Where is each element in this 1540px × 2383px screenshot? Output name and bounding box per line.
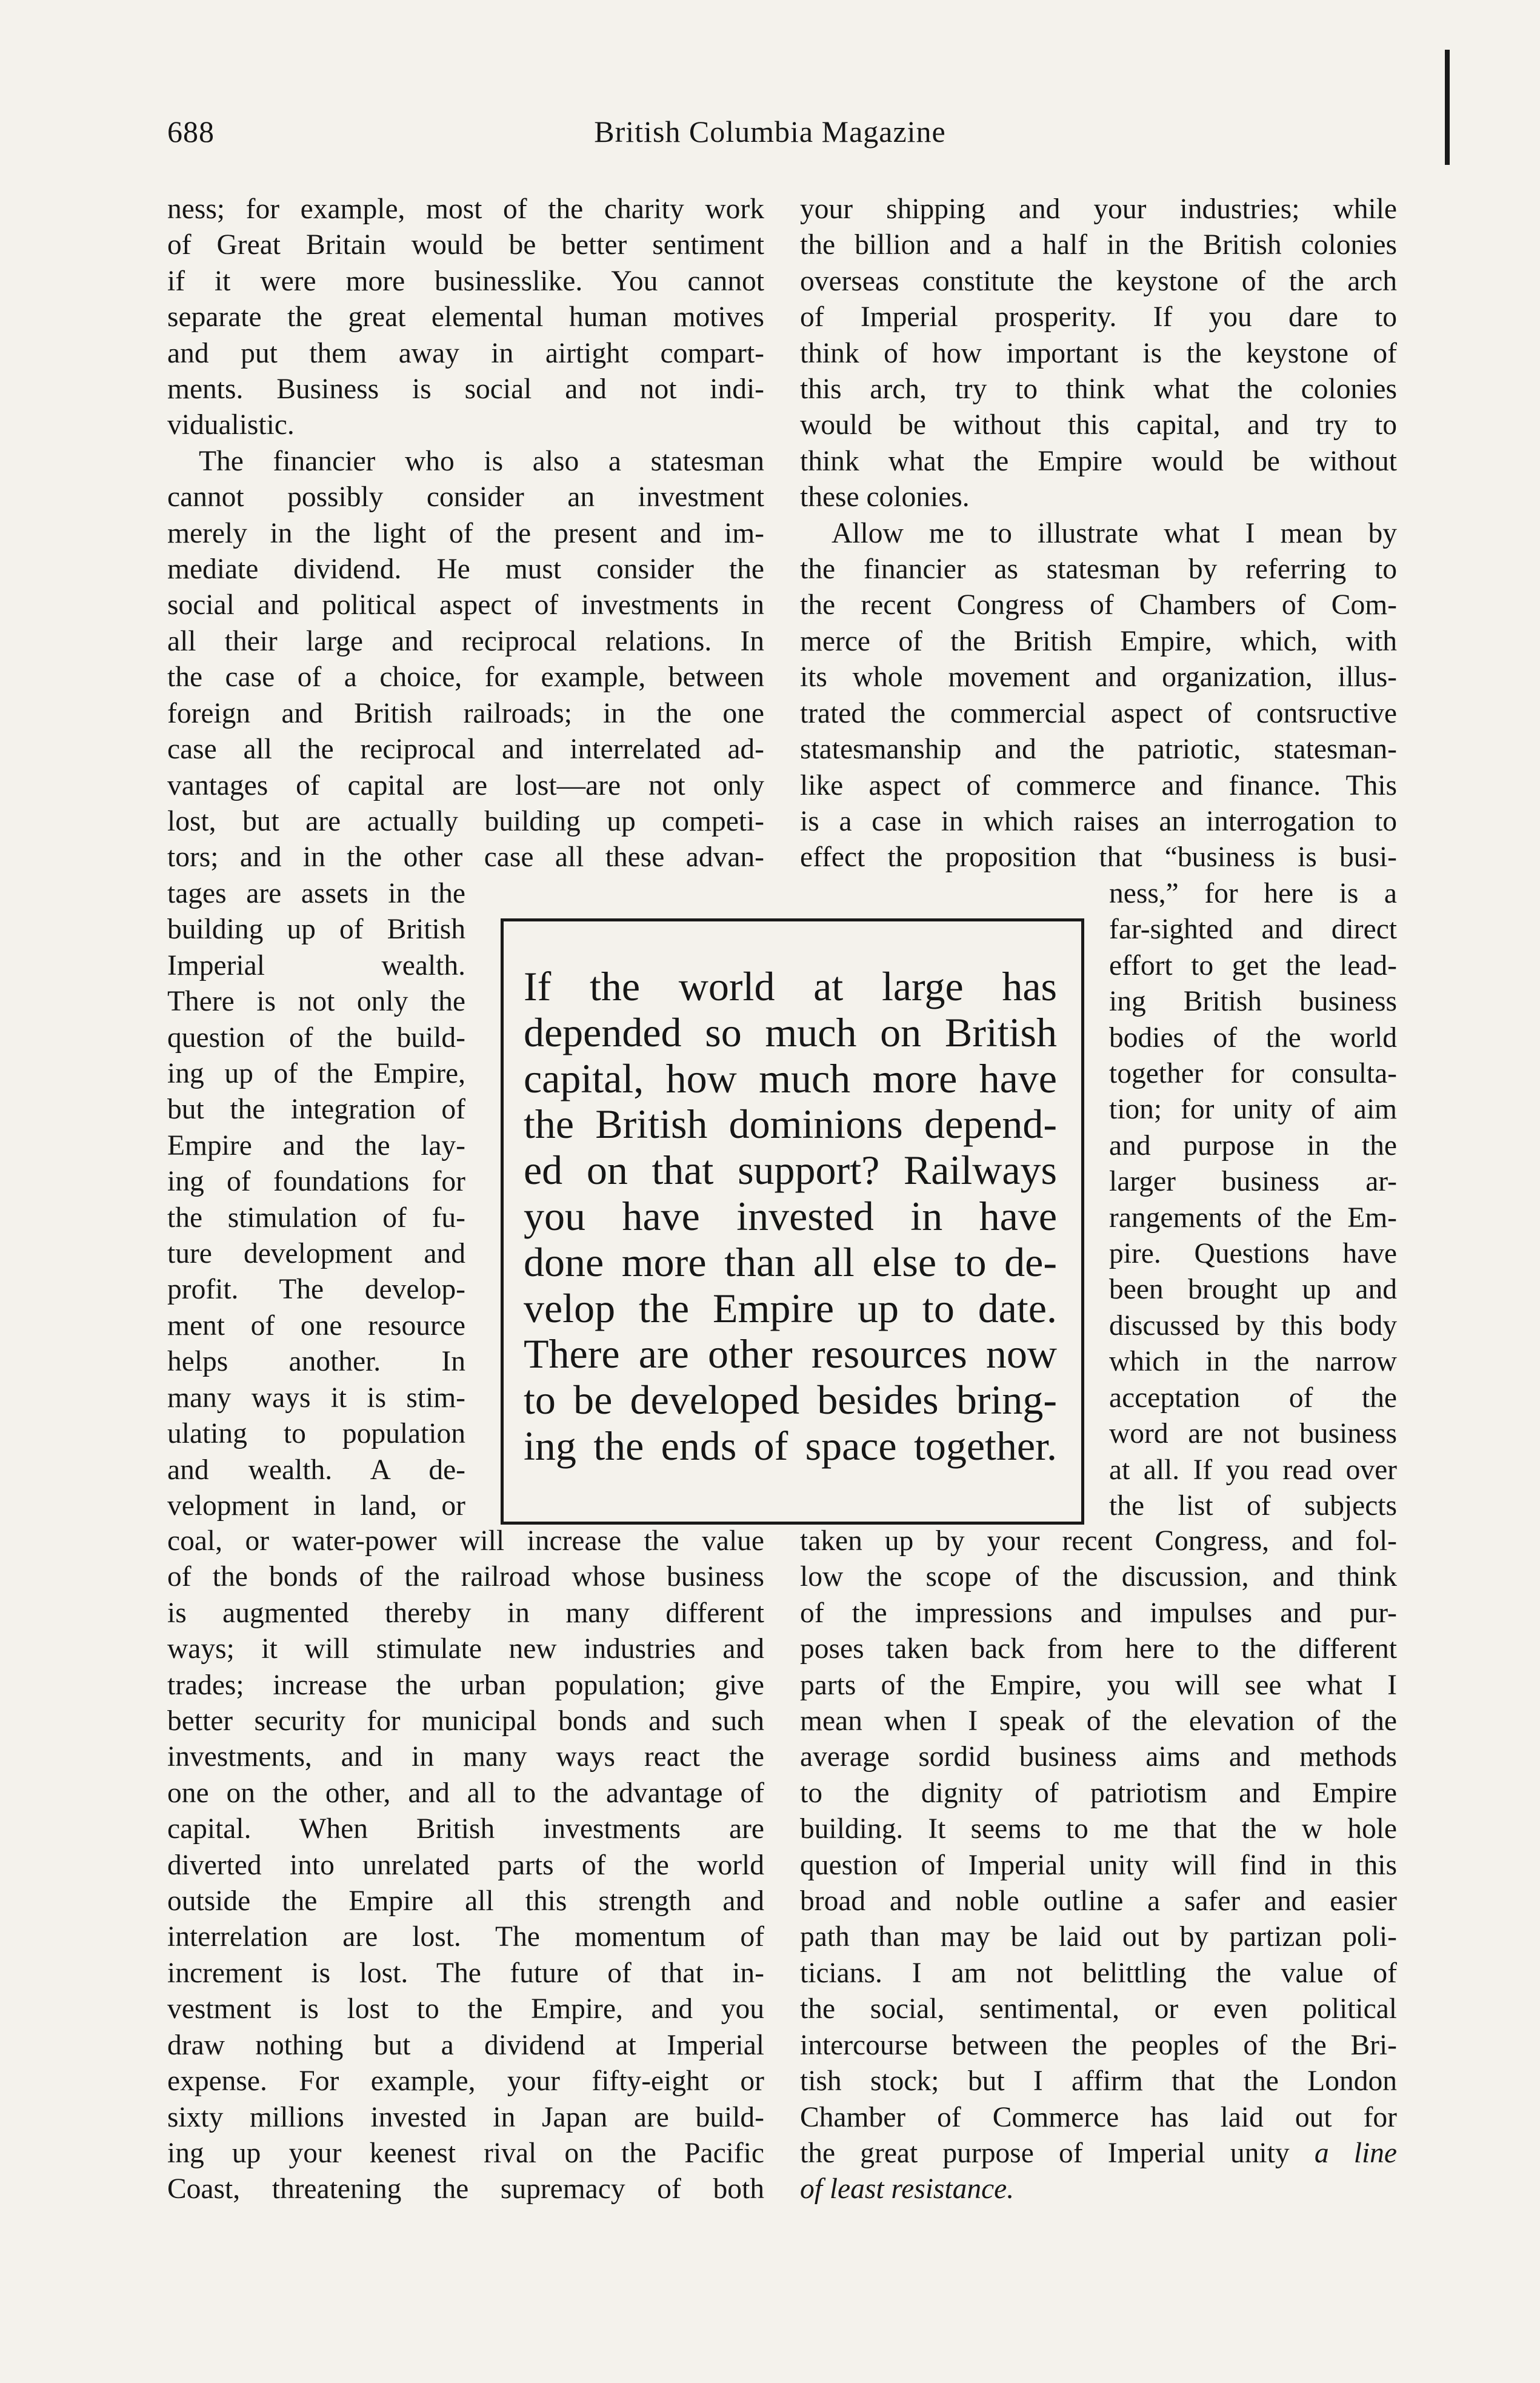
text-line: profit. The develop- <box>167 1274 465 1306</box>
text-line: building up of British <box>167 914 465 946</box>
text-line: ways; it will stimulate new industries and <box>167 1633 764 1665</box>
pull-quote-line: ing the ends of space together. <box>524 1422 1057 1469</box>
text-line: which in the narrow <box>1109 1346 1397 1378</box>
text-line: coal, or water-power will increase the value <box>167 1525 764 1557</box>
text-line: many ways it is stim- <box>167 1382 465 1414</box>
final-line-prefix: the great purpose of Imperial unity <box>800 2137 1290 2169</box>
pull-quote-box <box>501 918 1084 1525</box>
text-line: diverted into unrelated parts of the world <box>167 1849 764 1881</box>
text-line: question of Imperial unity will find in this <box>800 1849 1397 1881</box>
text-line: average sordid business aims and methods <box>800 1741 1397 1773</box>
pull-quote-text <box>524 964 1057 1469</box>
pull-quote-line: depended so much on British <box>524 1009 1057 1055</box>
final-line <box>800 2136 1397 2171</box>
text-line: these colonies. <box>800 481 970 513</box>
text-line: all their large and reciprocal relations. In <box>167 625 764 657</box>
text-line: capital. When British investments are <box>167 1813 764 1845</box>
text-line: word are not business <box>1109 1418 1397 1450</box>
text-line: better security for municipal bonds and such <box>167 1705 764 1737</box>
text-line: velopment in land, or <box>167 1489 465 1522</box>
text-line: separate the great elemental human motives <box>167 301 764 333</box>
left-column-top <box>167 192 764 876</box>
text-line: increment is lost. The future of that in- <box>167 1957 764 1989</box>
text-line: its whole movement and organization, illus- <box>800 661 1397 694</box>
text-line: ticians. I am not belittling the value of <box>800 1957 1397 1989</box>
text-line: at all. If you read over <box>1109 1454 1397 1486</box>
text-line: sixty millions invested in Japan are build- <box>167 2101 764 2133</box>
text-line: ments. Business is social and not indi- <box>167 373 764 406</box>
text-line: ulating to population <box>167 1418 465 1450</box>
text-line: the recent Congress of Chambers of Com- <box>800 589 1397 621</box>
text-line: poses taken back from here to the different <box>800 1633 1397 1665</box>
text-line: outside the Empire all this strength and <box>167 1885 764 1917</box>
text-line: but the integration of <box>167 1094 465 1126</box>
text-line: tish stock; but I affirm that the London <box>800 2065 1397 2097</box>
text-line: the list of subjects <box>1109 1489 1397 1522</box>
pull-quote-line: ed on that support? Railways <box>524 1147 1057 1194</box>
text-line: is augmented thereby in many different <box>167 1597 764 1629</box>
pull-quote-line: capital, how much more have <box>524 1055 1057 1101</box>
text-line: tors; and in the other case all these advan- <box>167 841 764 874</box>
text-line: Empire and the lay- <box>167 1129 465 1161</box>
text-line: broad and noble outline a safer and easier <box>800 1885 1397 1917</box>
final-line-italic: a line <box>1314 2137 1398 2169</box>
text-line: mean when I speak of the elevation of the <box>800 1705 1397 1737</box>
text-line: building. It seems to me that the w hole <box>800 1813 1397 1845</box>
text-line: Allow me to illustrate what I mean by <box>832 517 1397 549</box>
closing-italic-line: of least resistance. <box>800 2173 1015 2205</box>
text-line: helps another. In <box>167 1346 465 1378</box>
text-line: of the impressions and impulses and pur- <box>800 1597 1397 1629</box>
text-line: merce of the British Empire, which, with <box>800 625 1397 657</box>
text-line: vantages of capital are lost—are not only <box>167 769 764 801</box>
text-line: ing up of the Empire, <box>167 1058 465 1090</box>
text-line: trades; increase the urban population; give <box>167 1669 764 1701</box>
page-number: 688 <box>167 115 215 149</box>
text-line: foreign and British railroads; in the one <box>167 697 764 729</box>
text-line: investments, and in many ways react the <box>167 1741 764 1773</box>
text-line: low the scope of the discussion, and think <box>800 1561 1397 1593</box>
text-line: the social, sentimental, or even political <box>800 1993 1397 2025</box>
text-line: discussed by this body <box>1109 1309 1397 1342</box>
text-line: overseas constitute the keystone of the arch <box>800 265 1397 297</box>
text-line: question of the build- <box>167 1021 465 1054</box>
pull-quote-line: There are other resources now <box>524 1331 1057 1377</box>
text-line: The financier who is also a statesman <box>199 445 764 477</box>
text-line: ture development and <box>167 1238 465 1270</box>
right-column-top <box>800 192 1397 876</box>
text-line: been brought up and <box>1109 1274 1397 1306</box>
text-line: ing British business <box>1109 986 1397 1018</box>
text-line: statesmanship and the patriotic, statesman- <box>800 734 1397 766</box>
text-line: one on the other, and all to the advantage of <box>167 1777 764 1809</box>
text-line: like aspect of commerce and finance. This <box>800 769 1397 801</box>
text-line: interrelation are lost. The momentum of <box>167 1921 764 1953</box>
text-line: ing of foundations for <box>167 1166 465 1198</box>
text-line: social and political aspect of investments in <box>167 589 764 621</box>
text-line: acceptation of the <box>1109 1382 1397 1414</box>
text-line: mediate dividend. He must consider the <box>167 553 764 586</box>
text-line: intercourse between the peoples of the Bri- <box>800 2029 1397 2061</box>
text-line: cannot possibly consider an investment <box>167 481 764 513</box>
text-line: and purpose in the <box>1109 1129 1397 1161</box>
text-line: of the bonds of the railroad whose business <box>167 1561 764 1593</box>
text-line: tion; for unity of aim <box>1109 1094 1397 1126</box>
text-line: case all the reciprocal and interrelated ad- <box>167 734 764 766</box>
text-line: merely in the light of the present and im- <box>167 517 764 549</box>
text-line: if it were more businesslike. You cannot <box>167 265 764 297</box>
text-line: think what the Empire would be without <box>800 445 1397 477</box>
text-line: There is not only the <box>167 986 465 1018</box>
left-column-bottom <box>167 1523 764 2208</box>
pull-quote-line: done more than all else to de- <box>524 1238 1057 1285</box>
pull-quote-line: velop the Empire up to date. <box>524 1285 1057 1331</box>
text-line: lost, but are actually building up competi- <box>167 805 764 837</box>
text-line: far-sighted and direct <box>1109 914 1397 946</box>
text-line: the case of a choice, for example, between <box>167 661 764 694</box>
running-head: British Columbia Magazine <box>594 115 946 149</box>
text-line: ment of one resource <box>167 1309 465 1342</box>
pull-quote-line: the British dominions depend- <box>524 1101 1057 1148</box>
text-line: of Great Britain would be better sentiment <box>167 229 764 261</box>
text-line: your shipping and your industries; while <box>800 193 1397 225</box>
text-line: Chamber of Commerce has laid out for <box>800 2101 1397 2133</box>
text-line: pire. Questions have <box>1109 1238 1397 1270</box>
text-line: together for consulta- <box>1109 1058 1397 1090</box>
text-line: rangements of the Em- <box>1109 1202 1397 1234</box>
text-line: vidualistic. <box>167 409 295 441</box>
edge-rule <box>1445 50 1450 165</box>
text-line: vestment is lost to the Empire, and you <box>167 1993 764 2025</box>
left-column-narrow <box>167 876 465 1524</box>
text-line: the financier as statesman by referring to <box>800 553 1397 586</box>
text-line: trated the commercial aspect of contsructive <box>800 697 1397 729</box>
text-line: Coast, threatening the supremacy of both <box>167 2173 764 2205</box>
pull-quote-line: to be developed besides bring- <box>524 1377 1057 1423</box>
text-line: path than may be laid out by partizan poli- <box>800 1921 1397 1953</box>
text-line: draw nothing but a dividend at Imperial <box>167 2029 764 2061</box>
text-line: think of how important is the keystone of <box>800 337 1397 369</box>
right-column-narrow <box>1109 876 1397 1524</box>
text-line: and wealth. A de- <box>167 1454 465 1486</box>
text-line: would be without this capital, and try to <box>800 409 1397 441</box>
text-line: effort to get the lead- <box>1109 949 1397 981</box>
text-line: and put them away in airtight compart- <box>167 337 764 369</box>
text-line: to the dignity of patriotism and Empire <box>800 1777 1397 1809</box>
text-line: larger business ar- <box>1109 1166 1397 1198</box>
pull-quote-line: If the world at large has <box>524 963 1057 1009</box>
text-line: the stimulation of fu- <box>167 1202 465 1234</box>
text-line: of Imperial prosperity. If you dare to <box>800 301 1397 333</box>
text-line: tages are assets in the <box>167 878 465 909</box>
text-line: ing up your keenest rival on the Pacific <box>167 2137 764 2169</box>
text-line: bodies of the world <box>1109 1021 1397 1054</box>
text-line: ness,” for here is a <box>1109 878 1397 909</box>
text-line: parts of the Empire, you will see what I <box>800 1669 1397 1701</box>
text-line: this arch, try to think what the colonies <box>800 373 1397 406</box>
text-line: taken up by your recent Congress, and fol- <box>800 1525 1397 1557</box>
right-column-bottom <box>800 1523 1397 2208</box>
text-line: is a case in which raises an interrogation to <box>800 805 1397 837</box>
text-line: ness; for example, most of the charity work <box>167 193 764 225</box>
text-line: Imperial wealth. <box>167 949 465 981</box>
text-line: expense. For example, your fifty-eight or <box>167 2065 764 2097</box>
pull-quote-line: you have invested in have <box>524 1192 1057 1239</box>
text-line: effect the proposition that “business is busi- <box>800 841 1397 874</box>
text-line: the billion and a half in the British colonies <box>800 229 1397 261</box>
